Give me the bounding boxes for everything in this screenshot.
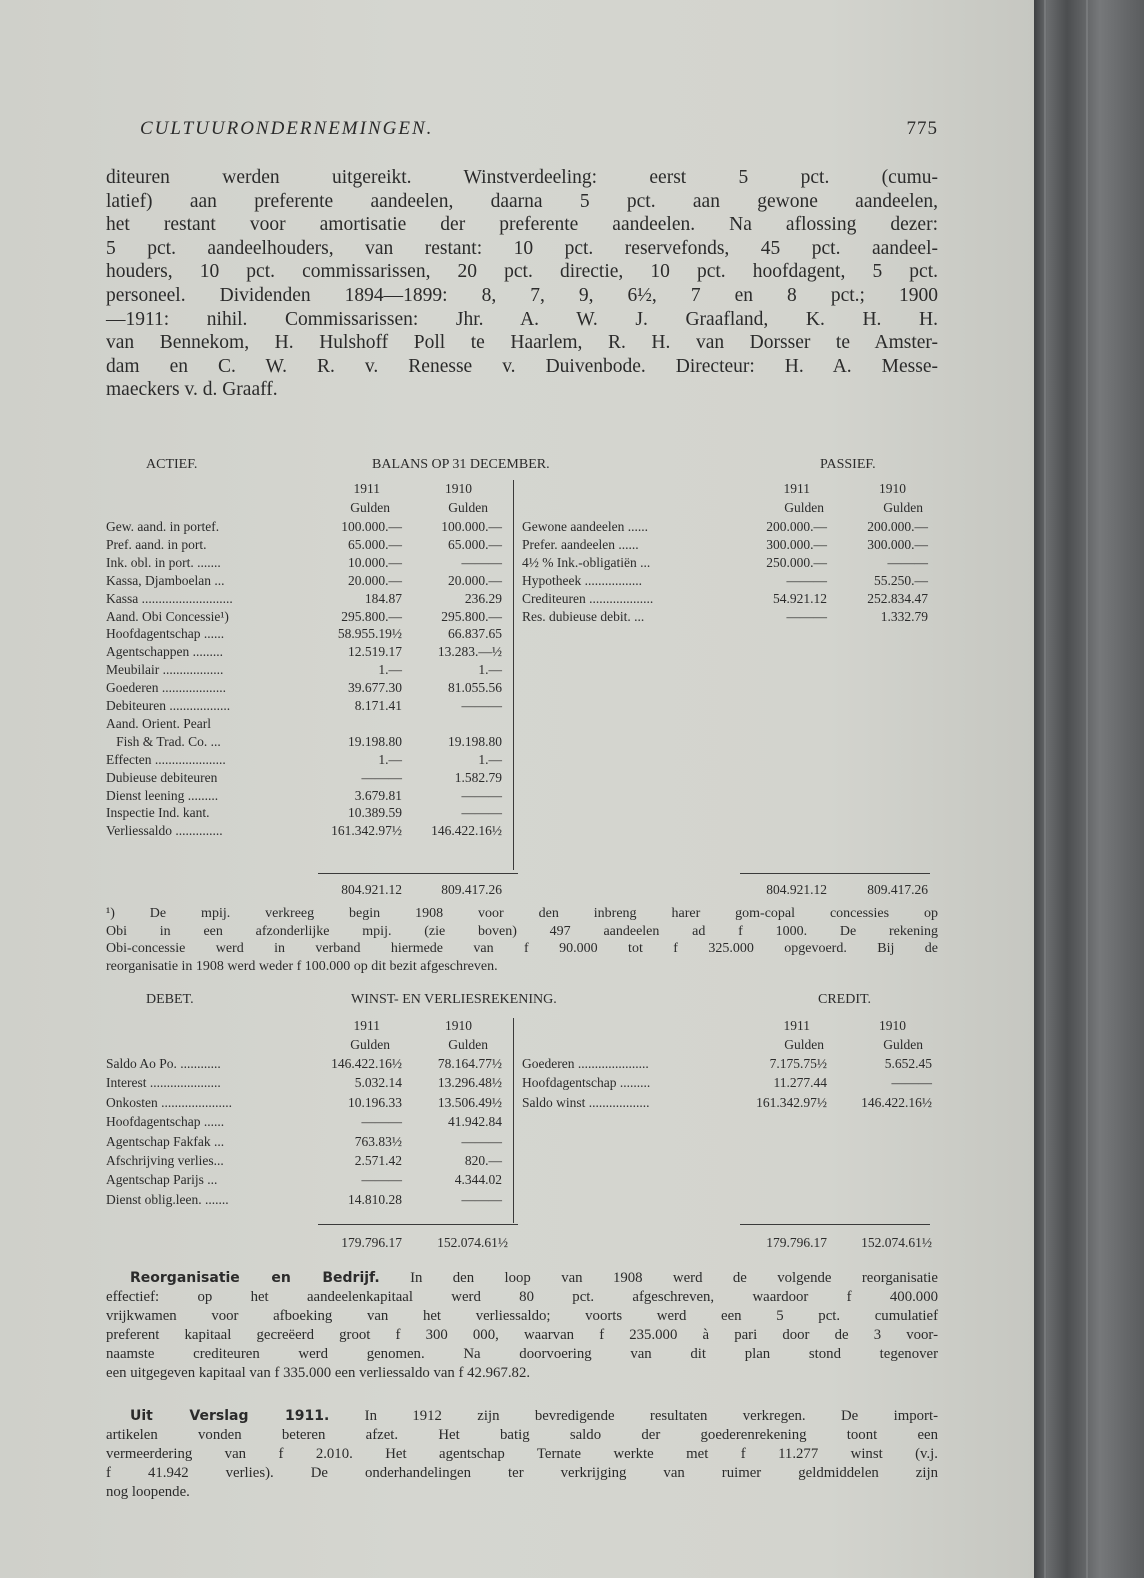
- intro-line: houders, 10 pct. commissarissen, 20 pct. directie, 10 pct. hoofdagent, 5 pct.: [106, 261, 938, 283]
- passief-row-1911: 200.000.—: [766, 519, 827, 534]
- verslag-text: nog loopende.: [106, 1484, 190, 1500]
- actief-row-1910: 146.422.16½: [431, 823, 502, 839]
- actief-row-1910: ———: [461, 698, 502, 713]
- passief-row-label: Crediteuren ...................: [522, 590, 654, 606]
- actief-row-label: Hoofdagentschap ......: [106, 626, 225, 642]
- winst-total-rule-left: [318, 1224, 518, 1225]
- winst-divider: [513, 1018, 514, 1223]
- reorganisatie-line: [106, 1364, 938, 1383]
- reorganisatie-heading: Reorganisatie en Bedrijf.: [130, 1270, 380, 1286]
- actief-row-label: Meubilair ..................: [106, 662, 224, 678]
- balans-unit-1910-left: Gulden: [448, 500, 488, 515]
- debet-row-1911: 2.571.42: [354, 1153, 402, 1168]
- verslag-text: vermeerdering van f 2.010. Het agentschap Ternate werkte met f 11.277 winst (v.j.: [106, 1446, 938, 1462]
- actief-row-1910: ———: [461, 787, 502, 803]
- actief-row-1910: 20.000.—: [448, 572, 502, 588]
- passief-row-1911: ———: [786, 608, 827, 624]
- balans-right-title: PASSIEF.: [820, 457, 876, 472]
- verslag-text: artikelen vonden beteren afzet. Het batig saldo der goederenrekening toont een: [106, 1427, 938, 1443]
- credit-row-label: Hoofdagentschap .........: [522, 1075, 651, 1091]
- intro-line: dam en C. W. R. v. Renesse v. Duivenbode. Directeur: H. A. Messe-: [106, 355, 938, 377]
- actief-row-1910: ———: [461, 805, 502, 821]
- actief-row-label: Gew. aand. in portef.: [106, 519, 220, 534]
- debet-row-1911: 5.032.14: [354, 1075, 402, 1091]
- balans-left-title: ACTIEF.: [146, 457, 198, 472]
- reorganisatie-text: een uitgegeven kapitaal van f 335.000 een verliessaldo van f 42.967.82.: [106, 1365, 531, 1381]
- debet-row-label: Saldo Ao Po. ............: [106, 1056, 221, 1071]
- actief-row-label: Aand. Orient. Pearl: [106, 715, 211, 731]
- reorganisatie-text: naamste crediteuren werd genomen. Na doorvoering van dit plan stond tegenover: [106, 1346, 938, 1362]
- debet-row-1910: 4.344.02: [454, 1172, 502, 1188]
- actief-row-1910: 295.800.—: [441, 608, 502, 624]
- actief-row-1911: 10.389.59: [348, 805, 402, 821]
- debet-row-1910: ———: [461, 1191, 502, 1207]
- reorganisatie-line: [106, 1345, 938, 1364]
- verslag-line: [106, 1483, 938, 1502]
- credit-row-label: Saldo winst ..................: [522, 1094, 650, 1110]
- passief-row-1910: 252.834.47: [867, 590, 928, 606]
- debet-row-1910: ———: [461, 1133, 502, 1149]
- intro-line: —1911: nihil. Commissarissen: Jhr. A. W. J. Graafland, K. H. H.: [106, 308, 938, 330]
- reorganisatie-text: preferent kapitaal gecreëerd groot f 300 000, waarvan f 235.000 à pari door de 3 voor-: [106, 1327, 938, 1343]
- actief-row-1911: 1.—: [378, 751, 402, 767]
- verslag-heading: Uit Verslag 1911.: [130, 1408, 330, 1424]
- verslag-line: [106, 1464, 938, 1483]
- reorganisatie-line: [106, 1269, 938, 1288]
- actief-row-label: Pref. aand. in port.: [106, 536, 207, 552]
- actief-row-label: Kassa, Djamboelan ...: [106, 572, 225, 588]
- winst-total-debet-1911: 179.796.17: [341, 1235, 402, 1250]
- intro-line: van Bennekom, H. Hulshoff Poll te Haarlem, R. H. van Dorsser te Amster-: [106, 332, 938, 354]
- debet-row-1911: 146.422.16½: [331, 1056, 402, 1071]
- balans-unit-1911-right: Gulden: [784, 500, 824, 515]
- balans-total-actief-1910: 809.417.26: [441, 882, 502, 897]
- actief-row-label: Dienst leening .........: [106, 787, 219, 803]
- passief-row-1910: 1.332.79: [880, 608, 928, 624]
- actief-row-label: Ink. obl. in port. .......: [106, 554, 221, 570]
- credit-row-1911: 7.175.75½: [769, 1056, 827, 1071]
- intro-line: personeel. Dividenden 1894—1899: 8, 7, 9, 6½, 7 en 8 pct.; 1900: [106, 284, 938, 306]
- actief-row-1911: 19.198.80: [348, 733, 402, 749]
- passief-row-1910: 55.250.—: [874, 572, 928, 588]
- balans-year-1911-right: 1911: [783, 481, 810, 496]
- winst-left-title: DEBET.: [146, 992, 194, 1007]
- passief-row-label: Gewone aandeelen ......: [522, 519, 648, 534]
- debet-row-1911: ———: [361, 1172, 402, 1188]
- winst-total-debet-1910: 152.074.61½: [437, 1235, 508, 1250]
- actief-row-1910: 1.—: [478, 751, 502, 767]
- footnote-line: Obi-concessie werd in verband hiermede van f 90.000 tot f 325.000 opgevoerd. Bij de: [106, 941, 938, 957]
- actief-row-label: Fish & Trad. Co. ...: [106, 733, 221, 749]
- balans-year-1910-left: 1910: [445, 481, 472, 496]
- actief-row-1911: 1.—: [378, 662, 402, 678]
- balans-year-1911-left: 1911: [353, 481, 380, 496]
- winst-right-title: CREDIT.: [818, 992, 872, 1007]
- actief-row-1910: 1.582.79: [454, 769, 502, 785]
- actief-row-label: Inspectie Ind. kant.: [106, 805, 210, 821]
- credit-row-1910: ———: [891, 1075, 932, 1091]
- passief-row-1911: 300.000.—: [766, 536, 827, 552]
- intro-line: 5 pct. aandeelhouders, van restant: 10 pct. reservefonds, 45 pct. aandeel-: [106, 237, 938, 259]
- book-spine-edge: [1034, 0, 1144, 1578]
- winst-unit-1910-right: Gulden: [883, 1037, 923, 1052]
- reorganisatie-line: [106, 1326, 938, 1345]
- verslag-text: f 41.942 verlies). De onderhandelingen ter verkrijging van ruimer geldmiddelen zijn: [106, 1465, 938, 1481]
- actief-row-1910: 65.000.—: [448, 536, 502, 552]
- winst-year-1910-right: 1910: [879, 1018, 906, 1033]
- actief-row-label: Verliessaldo ..............: [106, 823, 223, 839]
- passief-row-label: Hypotheek .................: [522, 572, 642, 588]
- intro-line: maeckers v. d. Graaff.: [106, 379, 278, 401]
- passief-row-1911: 250.000.—: [766, 554, 827, 570]
- intro-line: latief) aan preferente aandeelen, daarna 5 pct. aan gewone aandeelen,: [106, 190, 938, 212]
- actief-row-1910: ———: [461, 554, 502, 570]
- verslag-paragraph: [106, 1407, 938, 1502]
- debet-row-1910: 41.942.84: [448, 1114, 502, 1130]
- actief-row-1911: 295.800.—: [341, 608, 402, 624]
- debet-row-label: Dienst oblig.leen. .......: [106, 1191, 229, 1207]
- reorganisatie-text: In den loop van 1908 werd de volgende reorganisatie: [379, 1270, 938, 1286]
- actief-row-1910: 236.29: [464, 590, 502, 606]
- winst-total-credit-1910: 152.074.61½: [861, 1235, 932, 1250]
- passief-row-1910: 300.000.—: [867, 536, 928, 552]
- header-title: CULTUURONDERNEMINGEN.: [140, 118, 434, 139]
- debet-row-1911: ———: [361, 1114, 402, 1130]
- reorganisatie-text: effectief: op het aandeelenkapitaal werd 80 pct. afgeschreven, waardoor f 400.000: [106, 1289, 938, 1305]
- winst-unit-1911-left: Gulden: [350, 1037, 390, 1052]
- actief-row-1911: 184.87: [364, 590, 402, 606]
- debet-row-1911: 14.810.28: [348, 1191, 402, 1207]
- debet-row-1910: 78.164.77½: [437, 1056, 502, 1071]
- actief-row-label: Goederen ...................: [106, 680, 226, 696]
- actief-row-1910: 1.—: [478, 662, 502, 678]
- actief-row-1911: 39.677.30: [348, 680, 402, 696]
- actief-row-1911: 65.000.—: [348, 536, 402, 552]
- passief-row-1911: ———: [786, 572, 827, 588]
- debet-row-1910: 13.296.48½: [437, 1075, 502, 1091]
- winst-total-rule-right: [740, 1224, 930, 1225]
- actief-row-1911: 20.000.—: [348, 572, 402, 588]
- reorganisatie-paragraph: [106, 1269, 938, 1383]
- verslag-line: [106, 1407, 938, 1426]
- debet-row-label: Interest .....................: [106, 1075, 221, 1091]
- actief-row-1910: 19.198.80: [448, 733, 502, 749]
- balans-unit-1911-left: Gulden: [350, 500, 390, 515]
- actief-row-1911: 8.171.41: [354, 698, 402, 713]
- actief-row-label: Aand. Obi Concessie¹): [106, 608, 229, 624]
- balans-title: BALANS OP 31 DECEMBER.: [372, 457, 550, 472]
- debet-row-label: Onkosten .....................: [106, 1094, 232, 1110]
- footnote-line: reorganisatie in 1908 werd weder f 100.000 op dit bezit afgeschreven.: [106, 958, 498, 974]
- actief-row-label: Effecten .....................: [106, 751, 226, 767]
- reorganisatie-line: [106, 1288, 938, 1307]
- passief-row-label: 4½ % Ink.-obligatiën ...: [522, 554, 651, 570]
- intro-line: diteuren werden uitgereikt. Winstverdeeling: eerst 5 pct. (cumu-: [106, 167, 938, 188]
- debet-row-label: Agentschap Fakfak ...: [106, 1133, 225, 1149]
- credit-row-1911: 11.277.44: [773, 1075, 827, 1091]
- balans-year-1910-right: 1910: [879, 481, 906, 496]
- winst-total-credit-1911: 179.796.17: [766, 1235, 827, 1250]
- winst-unit-1911-right: Gulden: [784, 1037, 824, 1052]
- passief-row-1910: 200.000.—: [867, 519, 928, 534]
- debet-row-1910: 13.506.49½: [437, 1094, 502, 1110]
- passief-row-1910: ———: [887, 554, 928, 570]
- winst-year-1910-left: 1910: [445, 1018, 472, 1033]
- passief-row-label: Res. dubieuse debit. ...: [522, 608, 645, 624]
- debet-row-label: Agentschap Parijs ...: [106, 1172, 218, 1188]
- page-number: 775: [906, 118, 938, 139]
- credit-row-label: Goederen .....................: [522, 1056, 649, 1071]
- winst-title: WINST- EN VERLIESREKENING.: [351, 992, 557, 1007]
- passief-row-label: Prefer. aandeelen ......: [522, 536, 639, 552]
- reorganisatie-text: vrijkwamen voor afboeking van het verliessaldo; voorts werd een 5 pct. cumulatief: [106, 1308, 938, 1324]
- balans-total-actief-1911: 804.921.12: [341, 882, 402, 897]
- actief-row-label: Agentschappen .........: [106, 644, 223, 660]
- actief-row-1911: 58.955.19½: [337, 626, 402, 642]
- debet-row-label: Hoofdagentschap ......: [106, 1114, 225, 1130]
- credit-row-1911: 161.342.97½: [756, 1094, 827, 1110]
- intro-line: het restant voor amortisatie der preferente aandeelen. Na aflossing dezer:: [106, 214, 938, 236]
- actief-row-1911: 161.342.97½: [331, 823, 402, 839]
- verslag-text: In 1912 zijn bevredigende resultaten verkregen. De import-: [329, 1408, 938, 1424]
- debet-row-label: Afschrijving verlies...: [106, 1153, 224, 1168]
- balans-total-passief-1911: 804.921.12: [766, 882, 827, 897]
- winst-year-1911-left: 1911: [353, 1018, 380, 1033]
- balans-unit-1910-right: Gulden: [883, 500, 923, 515]
- verslag-line: [106, 1445, 938, 1464]
- footnote-line: Obi in een afzonderlijke mpij. (zie boven) 497 aandeelen ad f 1000. De rekening: [106, 923, 938, 939]
- actief-row-1910: 100.000.—: [441, 519, 502, 534]
- actief-row-1910: 81.055.56: [448, 680, 502, 696]
- winst-unit-1910-left: Gulden: [448, 1037, 488, 1052]
- actief-row-1911: 3.679.81: [354, 787, 402, 803]
- reorganisatie-line: [106, 1307, 938, 1326]
- credit-row-1910: 5.652.45: [884, 1056, 932, 1071]
- credit-row-1910: 146.422.16½: [861, 1094, 932, 1110]
- footnote-line: ¹) De mpij. verkreeg begin 1908 voor den inbreng harer gom-copal concessies op: [106, 906, 938, 921]
- passief-row-1911: 54.921.12: [773, 590, 827, 606]
- debet-row-1910: 820.—: [464, 1153, 502, 1168]
- actief-row-1910: 66.837.65: [448, 626, 502, 642]
- actief-row-1911: 10.000.—: [348, 554, 402, 570]
- actief-row-1911: ———: [361, 769, 402, 785]
- actief-row-label: Dubieuse debiteuren: [106, 769, 218, 785]
- verslag-line: [106, 1426, 938, 1445]
- debet-row-1911: 10.196.33: [348, 1094, 402, 1110]
- actief-row-label: Debiteuren ..................: [106, 698, 231, 713]
- debet-row-1911: 763.83½: [354, 1133, 402, 1149]
- actief-row-label: Kassa ...........................: [106, 590, 233, 606]
- actief-row-1911: 12.519.17: [348, 644, 402, 660]
- actief-row-1911: 100.000.—: [341, 519, 402, 534]
- actief-row-1910: 13.283.—½: [437, 644, 502, 660]
- winst-year-1911-right: 1911: [783, 1018, 810, 1033]
- balans-total-passief-1910: 809.417.26: [867, 882, 928, 897]
